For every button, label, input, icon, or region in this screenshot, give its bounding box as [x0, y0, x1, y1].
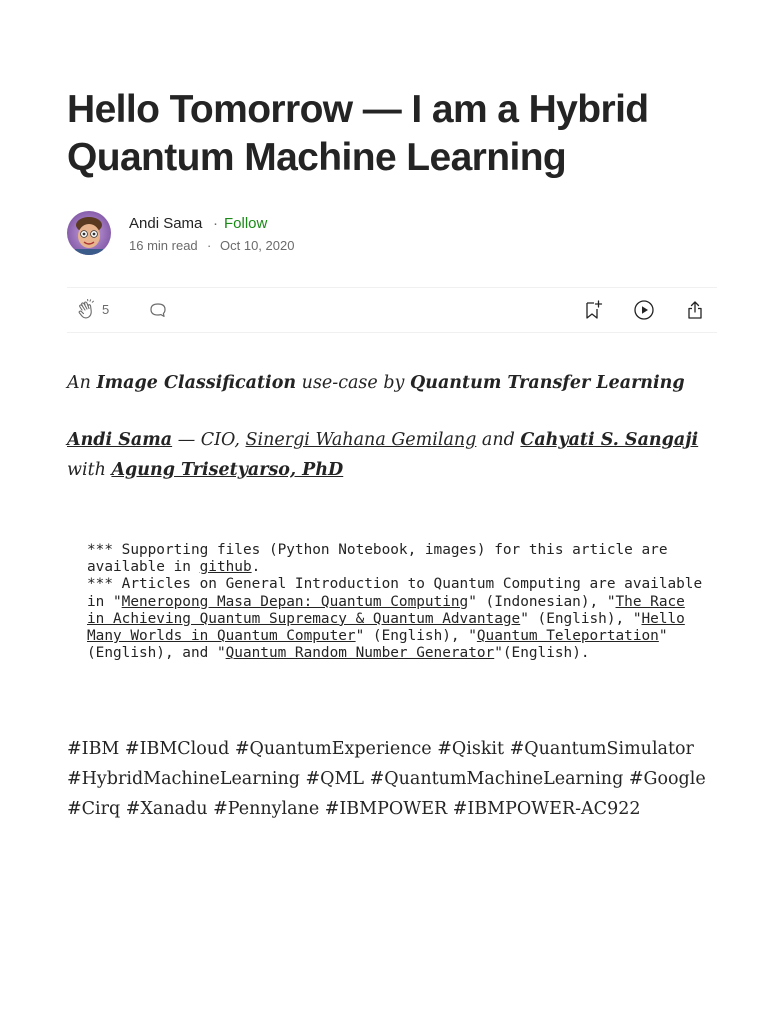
- share-button[interactable]: [684, 299, 706, 321]
- credits-text: — CIO,: [172, 430, 246, 450]
- bookmark-button[interactable]: [582, 299, 604, 321]
- hashtags-paragraph: #IBM #IBMCloud #QuantumExperience #Qiskit #QuantumSimulator #HybridMachineLearning #QML #QuantumMachineLearning #Google #Cirq #Xanadu #Pennylane #IBMPOWER #IBMPOWER-AC922: [67, 739, 706, 819]
- subtitle-bold: Quantum Transfer Learning: [409, 373, 685, 393]
- author-link-label: Cahyati S. Sangaji: [520, 430, 699, 450]
- bookmark-add-icon: [582, 299, 604, 321]
- separator-dot: ·: [213, 215, 218, 232]
- code-text: *** Articles on General Introduction to Quantum Computing are available in ": [87, 576, 703, 610]
- follow-button[interactable]: Follow: [224, 215, 268, 232]
- article-subtitle: [67, 368, 717, 398]
- publish-date: Oct 10, 2020: [220, 238, 295, 253]
- read-time: 16 min read: [129, 238, 198, 253]
- credits-text: with: [67, 460, 112, 480]
- code-text: " (English), ": [355, 628, 477, 645]
- github-link[interactable]: github: [199, 559, 252, 576]
- code-text: " (English), and ": [87, 628, 668, 662]
- share-icon: [684, 299, 706, 321]
- subtitle-text: An: [67, 373, 97, 393]
- code-block: [87, 542, 707, 662]
- article-link[interactable]: Hello Many Worlds in Quantum Computer: [87, 610, 685, 645]
- clap-icon: [76, 299, 98, 321]
- article-link[interactable]: The Race in Achieving Quantum Supremacy & Quantum Advantage: [87, 593, 685, 627]
- comment-icon: [147, 299, 169, 321]
- author-link[interactable]: [520, 430, 698, 450]
- code-text: "(English).: [494, 645, 590, 662]
- article-link[interactable]: Quantum Random Number Generator: [225, 645, 495, 662]
- clap-button[interactable]: [76, 299, 98, 321]
- listen-button[interactable]: [633, 299, 655, 321]
- author-link-label: Agung Trisetyarso, PhD: [111, 460, 344, 480]
- credits-text: and: [476, 430, 521, 450]
- separator-dot: ·: [207, 238, 212, 253]
- subtitle-bold: Image Classification: [96, 373, 297, 393]
- avatar-image: [67, 211, 111, 255]
- action-bar: [67, 287, 717, 333]
- author-row: [67, 211, 707, 255]
- play-icon: [633, 299, 655, 321]
- code-text: .: [251, 559, 261, 576]
- article-link[interactable]: Meneropong Masa Depan: Quantum Computing: [121, 593, 469, 610]
- subtitle-text: use-case by: [296, 373, 410, 393]
- author-avatar[interactable]: [67, 211, 111, 255]
- author-link[interactable]: [111, 460, 343, 480]
- author-name[interactable]: Andi Sama: [129, 215, 203, 232]
- comment-button[interactable]: [147, 299, 169, 321]
- clap-count: 5: [102, 302, 110, 317]
- author-link[interactable]: [67, 430, 172, 450]
- code-text: " (English), ": [520, 610, 642, 627]
- author-link-label: Andi Sama: [67, 430, 173, 450]
- code-text: " (Indonesian), ": [468, 593, 616, 610]
- code-text: *** Supporting files (Python Notebook, images) for this article are available in: [87, 542, 668, 576]
- article-credits: [67, 425, 717, 485]
- company-link[interactable]: Sinergi Wahana Gemilang: [245, 430, 477, 450]
- article-title: Hello Tomorrow — I am a Hybrid Quantum Machine Learning: [67, 88, 649, 179]
- article-link[interactable]: Quantum Teleportation: [476, 628, 659, 645]
